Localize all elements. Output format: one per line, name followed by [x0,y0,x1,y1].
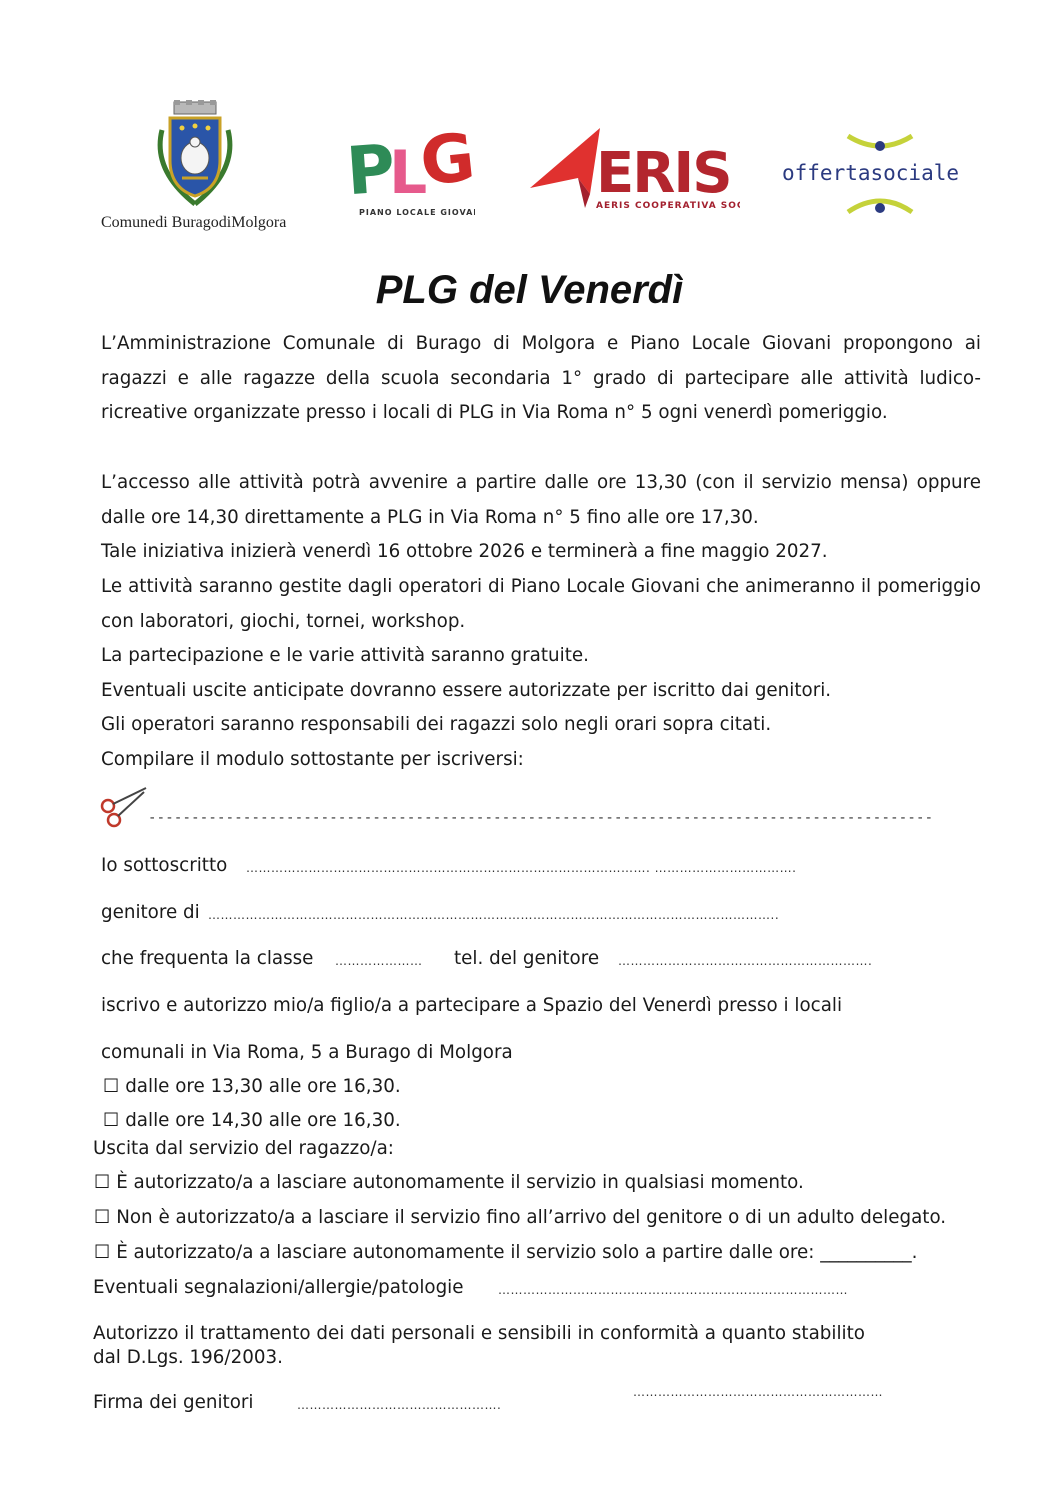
intro-paragraph-3: Tale iniziativa inizierà venerdì 16 ottobre 2026 e terminerà a fine maggio 2027. [101,541,828,562]
genitore-field[interactable]: ……………………………………………………………………………………………………………………….. [208,908,780,922]
segnalazioni-label: Eventuali segnalazioni/allergie/patologie [93,1277,464,1298]
firma-field-2[interactable]: …………………………………………………… [633,1385,883,1399]
intro-paragraph-7: Gli operatori saranno responsabili dei ragazzi solo negli orari sopra citati. [101,714,772,735]
comune-logo [150,100,240,210]
svg-text:G: G [416,118,475,201]
iscrivo-line-2: comunali in Via Roma, 5 a Burago di Molgora [101,1042,513,1063]
intro-paragraph-8: Compilare il modulo sottostante per iscriversi: [101,749,524,770]
intro-paragraph-5: La partecipazione e le varie attività saranno gratuite. [101,645,589,666]
page-title: PLG del Venerdì [375,268,684,312]
uscita-label: Uscita dal servizio del ragazzo/a: [93,1138,394,1159]
svg-text:ERIS: ERIS [596,141,731,206]
uscita-checkbox-1[interactable]: ☐ È autorizzato/a a lasciare autonomamente il servizio in qualsiasi momento. [94,1172,804,1193]
svg-text:L: L [389,138,428,208]
genitore-label: genitore di [101,902,200,923]
option-checkbox-1[interactable]: ☐ dalle ore 13,30 alle ore 16,30. [103,1076,401,1097]
intro-paragraph-1: L’Amministrazione Comunale di Burago di Molgora e Piano Locale Giovani propongono ai ragazzi e alle ragazze della scuola secondaria 1° grado di partecipare alle attività ludico-ricreative organizzate presso i locali di PLG in Via Roma n° 5 ogni venerdì pomeriggio. [101,333,981,423]
svg-text:AERIS COOPERATIVA SOCIALE: AERIS COOPERATIVA SO [596,201,737,211]
classe-field[interactable]: ………………… [335,954,423,968]
sottoscritto-label: Io sottoscritto [101,855,228,876]
option-checkbox-2[interactable]: ☐ dalle ore 14,30 alle ore 16,30. [103,1110,401,1131]
tel-label: tel. del genitore [454,948,600,969]
iscrivo-line-1: iscrivo e autorizzo mio/a figlio/a a partecipare a Spazio del Venerdì presso i locali [101,995,843,1016]
intro-paragraph-4: Le attività saranno gestite dagli operatori di Piano Locale Giovani che animeranno il pomeriggio con laboratori, giochi, tornei, workshop. [101,576,981,632]
svg-text:P: P [345,129,398,211]
uscita-checkbox-2[interactable]: ☐ Non è autorizzato/a a lasciare il servizio fino all’arrivo del genitore o di un adulto delegato. [94,1207,947,1228]
privacy-line-1: Autorizzo il trattamento dei dati personali e sensibili in conformità a quanto stabilito [93,1323,865,1344]
comune-caption: Comunedi BuragodiMolgora [101,214,287,231]
sottoscritto-field[interactable]: ……………………………………………………………………………………. ……………………………. [246,861,797,875]
svg-text:offertasociale: offertasociale [782,161,960,185]
offertasociale-logo [780,130,985,218]
segnalazioni-field[interactable]: ………………………………………………………………………… [498,1283,848,1297]
intro-paragraph-2: L’accesso alle attività potrà avvenire a partire dalle ore 13,30 (con il servizio mensa) oppure dalle ore 14,30 direttamente a PLG in Via Roma n° 5 fino alle ore 17,30. [101,472,981,528]
firma-field-1[interactable]: …………………………………………. [297,1398,502,1412]
coat-of-arms-icon [150,100,240,210]
offertasociale-logo-icon [780,130,985,218]
privacy-line-2: dal D.Lgs. 196/2003. [93,1347,283,1368]
uscita-checkbox-3[interactable]: ☐ È autorizzato/a a lasciare autonomamente il servizio solo a partire dalle ore: __________. [94,1242,918,1263]
cut-line: ------------------------------------------------------------------------------------------- [148,810,934,826]
scissors-icon [98,786,150,828]
firma-label: Firma dei genitori [93,1392,254,1413]
tel-field[interactable]: ……………………………………………………. [618,954,873,968]
plg-logo-icon [345,115,475,220]
svg-text:PIANO LOCALE GIOVANI: PIANO LOCALE GIOVANI [359,208,475,217]
aeris-logo [530,128,740,213]
classe-label: che frequenta la classe [101,948,314,969]
intro-paragraph-6: Eventuali uscite anticipate dovranno essere autorizzate per iscritto dai genitori. [101,680,832,701]
aeris-logo-icon [530,128,740,213]
plg-logo [345,115,475,220]
